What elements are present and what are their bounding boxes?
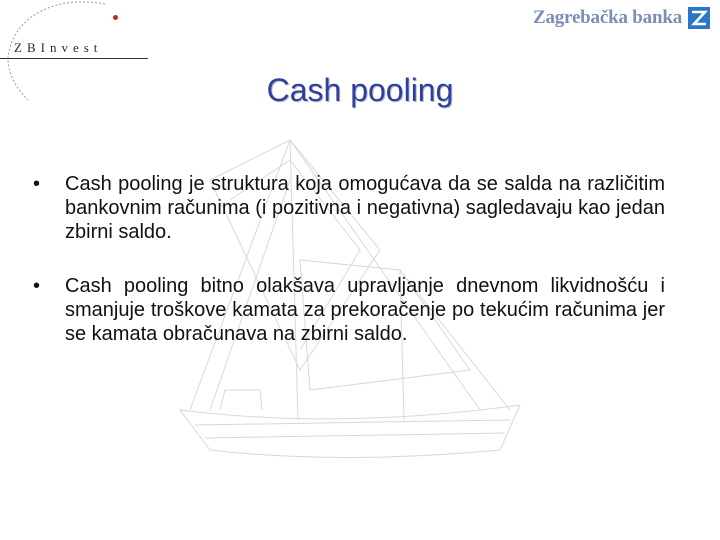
zagrebacka-banka-logo [533,6,710,30]
logo-red-dot [113,15,118,20]
list-item [33,172,665,244]
bank-name: Zagrebačka banka [532,7,682,28]
page-title [0,72,720,109]
bullet-text: Cash pooling je struktura koja omogućava da se salda na različitim bankovnim računima (i pozitivna i negativna) sagledavaju kao jedan zbirni saldo. [65,173,665,243]
zbinvest-logo-text: ZBInvest [14,40,103,55]
bullet-list [33,172,665,376]
page-title-text: Cash pooling [266,72,454,108]
bullet-marker: • [33,173,41,195]
bullet-text: Cash pooling bitno olakšava upravljanje dnevnom likvidnošću i smanjuje troškove kamata za prekoračenje po tekućim računima jer se kamata obračunava na zbirni saldo. [65,275,665,345]
zagrebacka-banka-z-logo-icon [688,7,710,29]
bullet-marker: • [33,275,41,297]
logo-underline [0,58,148,59]
list-item [33,274,665,346]
